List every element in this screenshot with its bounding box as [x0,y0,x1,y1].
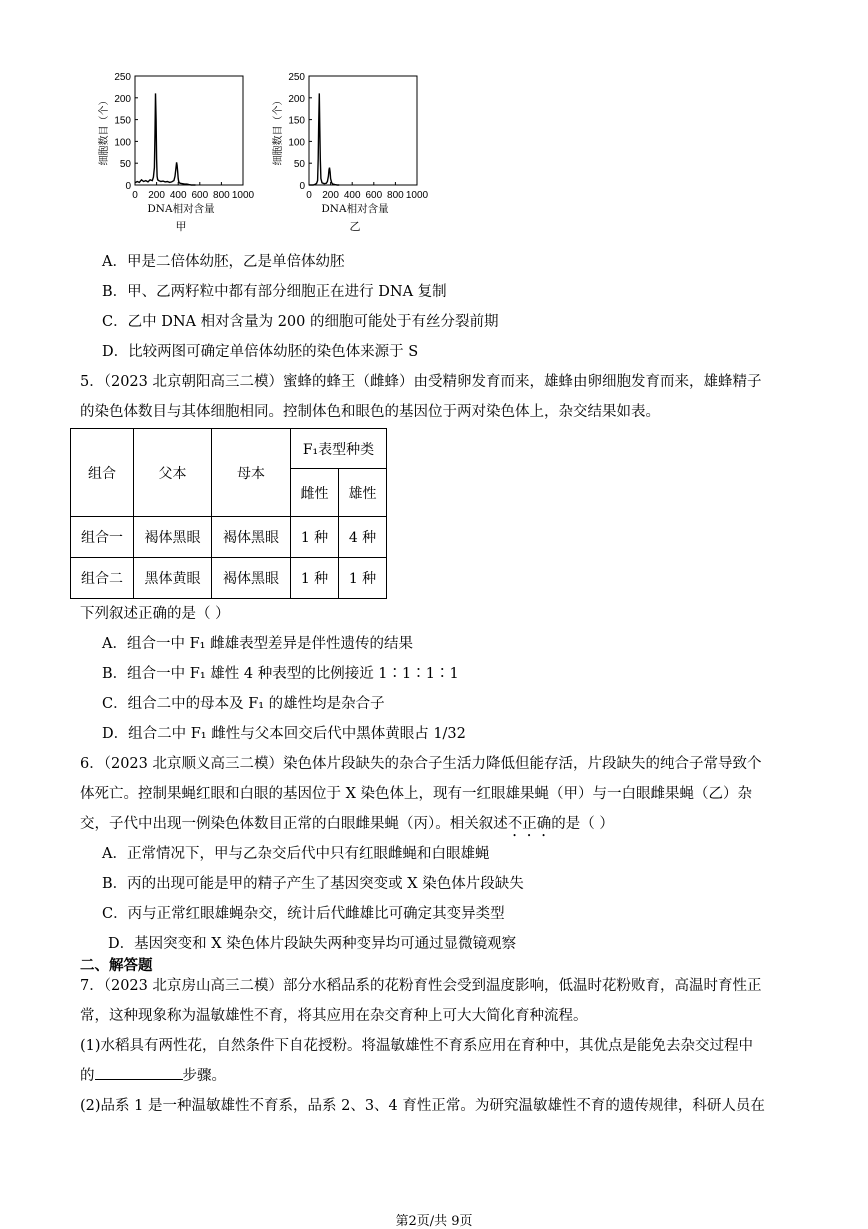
x-tick-label: 1000 [405,190,429,201]
q4-option-b: B．甲、乙两籽粒中都有部分细胞正在进行 DNA 复制 [102,284,447,300]
x-tick-label: 800 [387,190,404,201]
x-tick-label: 0 [132,190,138,201]
x-tick-label: 0 [306,190,312,201]
y-tick-label: 0 [125,181,131,192]
x-tick-label: 800 [213,190,230,201]
q6-option-b: B．丙的出现可能是甲的精子产生了基因突变或 X 染色体片段缺失 [102,876,524,892]
y-tick-label: 50 [293,159,305,171]
y-tick-label: 0 [299,181,305,192]
q7-part1-line1: (1)水稻具有两性花，自然条件下自花授粉。将温敏雄性不育系应用在育种中，其优点是能免去杂交过程中 [80,1038,754,1054]
emphasis-not-correct: 不正确 [507,816,552,832]
q6-option-a: A．正常情况下，甲与乙杂交后代中只有红眼雌蝇和白眼雄蝇 [102,846,490,862]
table-cell: 1 种 [339,558,387,599]
chart-jia [92,66,262,236]
table-cell: 组合二 [71,558,134,599]
q4-option-d: D．比较两图可确定单倍体幼胚的染色体来源于 S [102,344,419,360]
table-cell: 褐体黑眼 [134,517,212,558]
q4-option-c: C．乙中 DNA 相对含量为 200 的细胞可能处于有丝分裂前期 [102,314,499,330]
q5-stem-line2: 的染色体数目与其体细胞相同。控制体色和眼色的基因位于两对染色体上，杂交结果如表。 [80,404,660,420]
chart-caption: 乙 [349,220,361,233]
x-axis-label: DNA相对含量 [321,203,389,215]
q6-stem-line2: 体死亡。控制果蝇红眼和白眼的基因位于 X 染色体上，现有一红眼雄果蝇（甲）与一白眼雌果蝇（乙）杂 [80,786,753,802]
q7-part1-line2: 的 步骤。 [80,1064,226,1085]
q7-stem-line1: 7．（2023 北京房山高三二模）部分水稻品系的花粉育性会受到温度影响，低温时花粉败育，高温时育性正 [80,978,762,994]
section-title: 二、解答题 [80,957,153,974]
chart-jia-svg [92,66,262,236]
table-cell: 1 种 [291,558,339,599]
table-cell: 褐体黑眼 [212,558,291,599]
table-row [71,517,387,558]
th-female: 雌性 [291,469,339,517]
q6-option-d: D．基因突变和 X 染色体片段缺失两种变异均可通过显微镜观察 [108,936,517,952]
q7-stem-line2: 常，这种现象称为温敏雄性不育，将其应用在杂交育种上可大大简化育种流程。 [80,1008,588,1024]
y-tick-label: 50 [119,159,131,171]
table-cell: 组合一 [71,517,134,558]
chart-yi [266,66,436,236]
x-tick-label: 600 [365,190,383,201]
q5-option-b: B．组合一中 F₁ 雄性 4 种表型的比例接近 1∶1∶1∶1 [102,666,459,682]
y-tick-label: 100 [288,137,305,149]
q5-stem-line1: 5．（2023 北京朝阳高三二模）蜜蜂的蜂王（雌蜂）由受精卵发育而来，雄蜂由卵细胞发育而来，雄蜂精子 [80,374,762,390]
y-tick-label: 100 [114,137,131,149]
x-tick-label: 200 [148,190,165,201]
y-axis-label: 细胞数目（个） [99,95,110,166]
page-footer: 第2页/共 9页 [395,1214,473,1229]
q6-option-c: C．丙与正常红眼雄蝇杂交，统计后代雌雄比可确定其变异类型 [102,906,505,922]
th-male: 雄性 [339,469,387,517]
q5-table [70,428,387,599]
plot-frame [135,76,243,185]
q7-part2-line1: (2)品系 1 是一种温敏雄性不育系，品系 2、3、4 育性正常。为研究温敏雄性不育的遗传规律，科研人员在 [80,1098,765,1114]
table-cell: 褐体黑眼 [212,517,291,558]
x-tick-label: 200 [322,190,339,201]
q5-option-a: A．组合一中 F₁ 雌雄表型差异是伴性遗传的结果 [102,636,414,652]
x-tick-label: 600 [191,190,209,201]
histogram-series-line [309,93,339,185]
x-axis-label: DNA相对含量 [147,203,215,215]
table-cell: 1 种 [291,517,339,558]
chart-caption: 甲 [175,220,187,233]
y-tick-label: 200 [114,93,131,105]
histogram-series-line [135,93,196,185]
q5-option-c: C．组合二中的母本及 F₁ 的雄性均是杂合子 [102,696,385,712]
x-tick-label: 1000 [231,190,255,201]
y-tick-label: 150 [288,115,305,127]
th-father: 父本 [134,429,212,517]
table-cell: 黑体黄眼 [134,558,212,599]
q4-option-a: A．甲是二倍体幼胚，乙是单倍体幼胚 [102,254,345,270]
th-mother: 母本 [212,429,291,517]
chart-yi-svg [266,66,436,236]
answer-blank [95,1065,183,1080]
q5-question: 下列叙述正确的是（ ） [80,606,230,622]
th-f1: F₁表型种类 [291,429,387,469]
x-tick-label: 400 [343,190,361,201]
x-tick-label: 400 [169,190,187,201]
table-cell: 4 种 [339,517,387,558]
y-tick-label: 150 [114,115,131,127]
y-tick-label: 250 [114,72,131,83]
plot-frame [309,76,417,185]
y-tick-label: 200 [288,93,305,105]
y-tick-label: 250 [288,72,305,83]
q5-option-d: D．组合二中 F₁ 雌性与父本回交后代中黑体黄眼占 1/32 [102,726,466,742]
y-axis-label: 细胞数目（个） [273,95,284,166]
q6-stem-line1: 6．（2023 北京顺义高三二模）染色体片段缺失的杂合子生活力降低但能存活，片段缺失的纯合子常导致个 [80,756,762,772]
table-row [71,558,387,599]
th-group: 组合 [71,429,134,517]
q6-stem-line3: 交，子代中出现一例染色体数目正常的白眼雌果蝇（丙）。相关叙述不正确的是（ ） [80,816,614,832]
